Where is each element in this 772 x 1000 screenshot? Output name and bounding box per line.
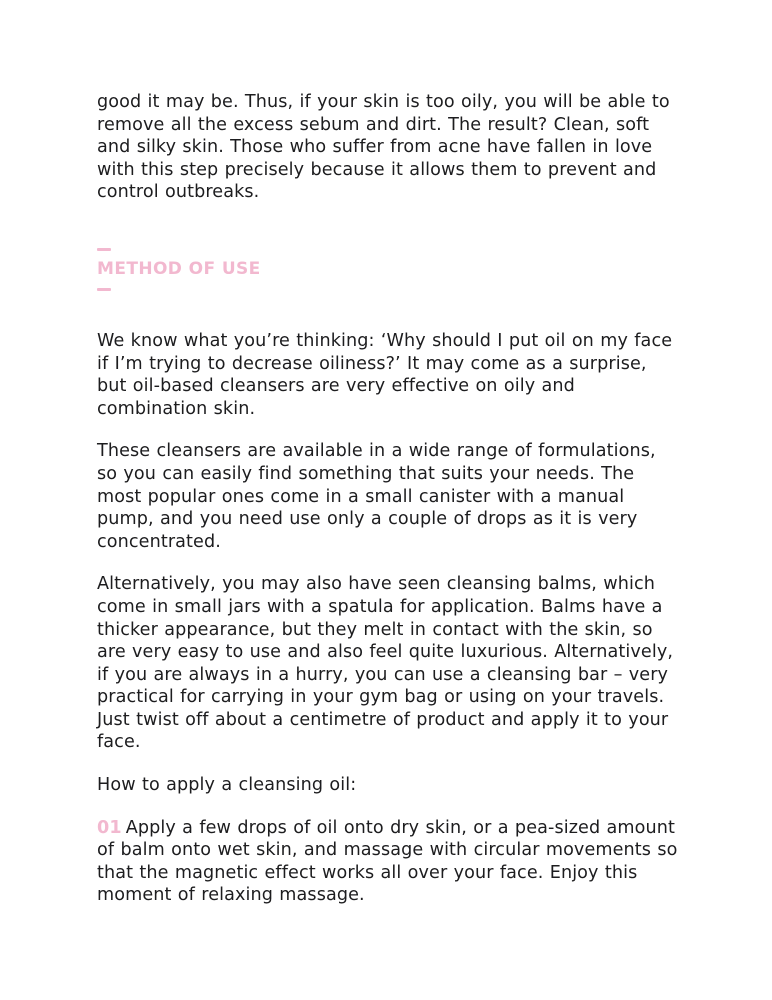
step-number: 01 <box>97 817 122 838</box>
body-paragraph: Alternatively, you may also have seen cleansing balms, which come in small jars with a spatula for application. Balms have a thicker appearance, but they melt in contact with the skin, so are very easy to use and also feel quite luxurious. Alternatively, if you are always in a hurry, you can use a cleansing bar – very practical for carrying in your gym bag or using on your travels. Just twist off about a centimetre of product and apply it to your face. <box>97 574 674 753</box>
accent-dash-top <box>97 248 111 251</box>
section-header <box>97 248 682 292</box>
step-item <box>97 817 682 907</box>
step-text: Apply a few drops of oil onto dry skin, or a pea-sized amount of balm onto wet skin, and massage with circular movements so that the magnetic effect works all over your face. Enjoy this moment of relaxing massage. <box>97 817 678 906</box>
body-paragraph: These cleansers are available in a wide range of formulations, so you can easily find something that suits your needs. The most popular ones come in a small canister with a manual pump, and you need use only a couple of drops as it is very concentrated. <box>97 441 656 552</box>
body-paragraph: We know what you’re thinking: ‘Why should I put oil on my face if I’m trying to decrease oiliness?’ It may come as a surprise, but oil-based cleansers are very effective on oily and combination skin. <box>97 330 673 419</box>
intro-paragraph: good it may be. Thus, if your skin is too oily, you will be able to remove all the excess sebum and dirt. The result? Clean, soft and silky skin. Those who suffer from acne have fallen in love with this step precisely because it allows them to prevent and control outbreaks. <box>97 92 670 203</box>
document-page <box>97 91 682 907</box>
section-title: METHOD OF USE <box>97 258 261 279</box>
accent-dash-bottom <box>97 288 111 291</box>
steps-intro: How to apply a cleansing oil: <box>97 775 357 796</box>
